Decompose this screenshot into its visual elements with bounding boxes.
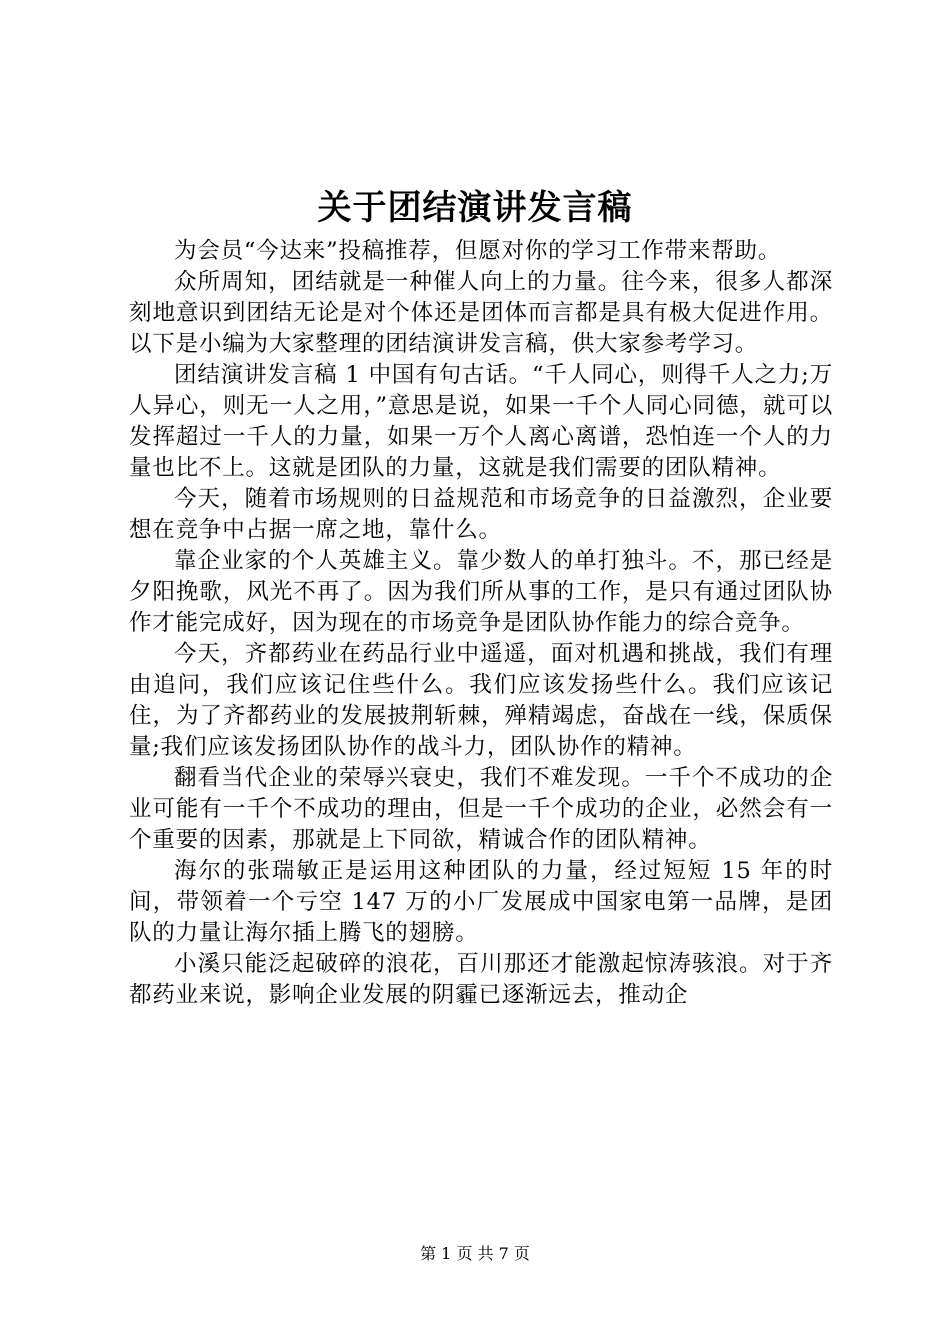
paragraph-5: 靠企业家的个人英雄主义。靠少数人的单打独斗。不，那已经是夕阳挽歌，风光不再了。因为我们所从事的工作，是只有通过团队协作才能完成好，因为现在的市场竞争是团队协作能力的综合竞争。	[129, 548, 833, 636]
paragraph-9: 小溪只能泛起破碎的浪花，百川那还才能激起惊涛骇浪。对于齐都药业来说，影响企业发展的阴霾已逐渐远去，推动企	[129, 951, 833, 1008]
paragraph-6: 今天，齐都药业在药品行业中遥遥，面对机遇和挑战，我们有理由追问，我们应该记住些什么。我们应该发扬些什么。我们应该记住，为了齐都药业的发展披荆斩棘，殚精竭虑，奋战在一线，保质保量;我们应该发扬团队协作的战斗力，团队协作的精神。	[129, 641, 833, 760]
document-body	[129, 236, 833, 1011]
paragraph-7: 翻看当代企业的荣辱兴衰史，我们不难发现。一千个不成功的企业可能有一千个不成功的理由，但是一千个成功的企业，必然会有一个重要的因素，那就是上下同欲，精诚合作的团队精神。	[129, 765, 833, 853]
paragraph-8: 海尔的张瑞敏正是运用这种团队的力量，经过短短 15 年的时间，带领着一个亏空 147 万的小厂发展成中国家电第一品牌，是团队的力量让海尔插上腾飞的翅膀。	[129, 858, 833, 946]
paragraph-1: 为会员“今达来”投稿推荐，但愿对你的学习工作带来帮助。	[174, 238, 782, 264]
paragraph-4: 今天，随着市场规则的日益规范和市场竞争的日益激烈，企业要想在竞争中占据一席之地，靠什么。	[129, 486, 833, 543]
document-title: 关于团结演讲发言稿	[317, 188, 633, 228]
paragraph-2: 众所周知，团结就是一种催人向上的力量。往今来，很多人都深刻地意识到团结无论是对个体还是团体而言都是具有极大促进作用。以下是小编为大家整理的团结演讲发言稿，供大家参考学习。	[129, 269, 833, 357]
paragraph-3: 团结演讲发言稿 1 中国有句古话。“千人同心，则得千人之力;万人异心，则无一人之用，”意思是说，如果一千个人同心同德，就可以发挥超过一千人的力量，如果一万个人离心离谱，恐怕连一个人的力量也比不上。这就是团队的力量，这就是我们需要的团队精神。	[129, 362, 833, 481]
page-number-footer: 第 1 页 共 7 页	[420, 1244, 530, 1263]
